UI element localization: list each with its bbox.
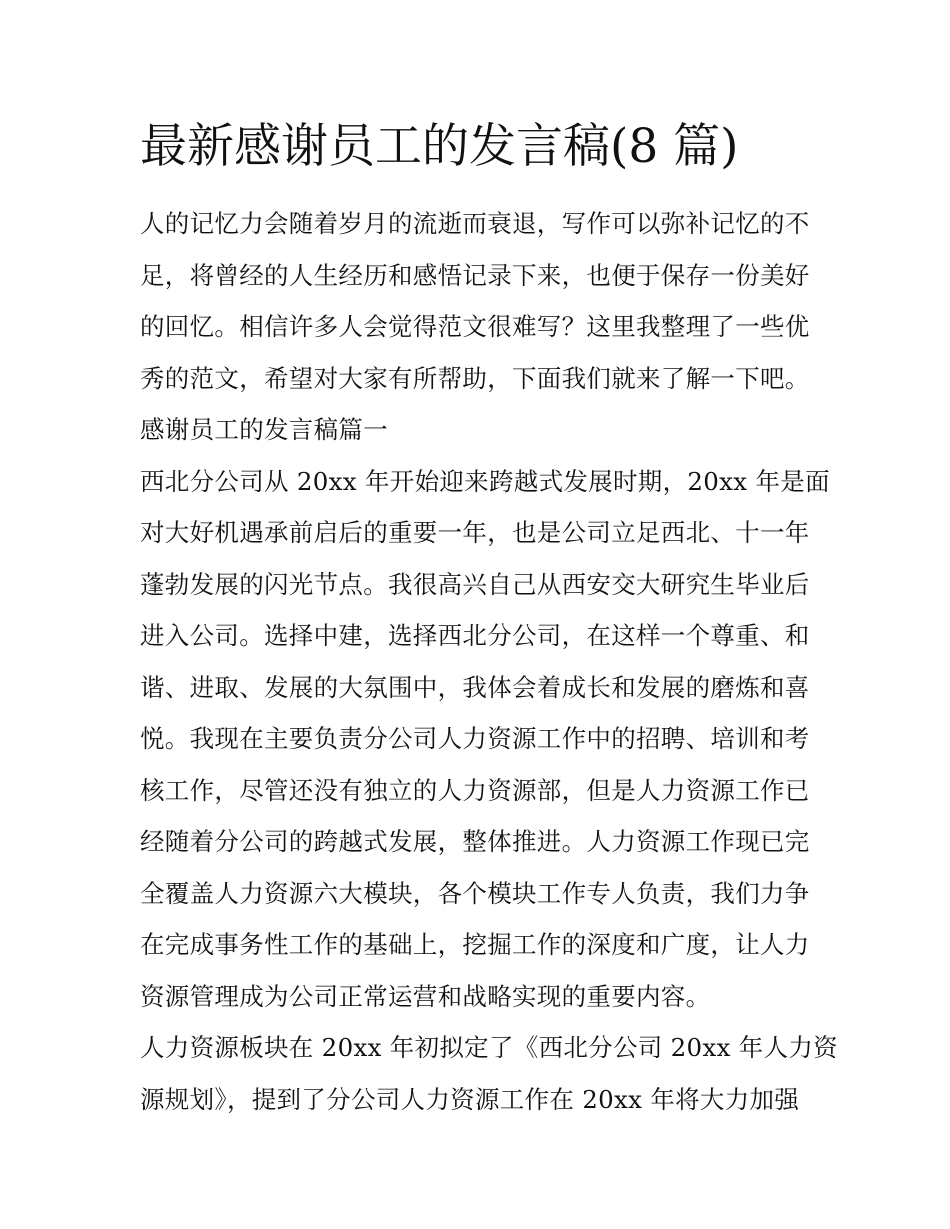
paragraph-1-line-7: 核工作，尽管还没有独立的人力资源部，但是人力资源工作已 [140,775,810,805]
paragraph-1-line-10: 在完成事务性工作的基础上，挖掘工作的深度和广度，让人力 [140,930,810,959]
paragraph-1-line-4: 进入公司。选择中建，选择西北分公司，在这样一个尊重、和 [140,621,810,650]
intro-line-4: 秀的范文，希望对大家有所帮助，下面我们就来了解一下吧。 [140,363,810,393]
paragraph-2-line-1: 人力资源板块在 20xx 年初拟定了《西北分公司 20xx 年人力资 [140,1033,838,1062]
intro-line-2: 足，将曾经的人生经历和感悟记录下来，也便于保存一份美好 [140,260,810,290]
paragraph-1-line-1: 西北分公司从 20xx 年开始迎来跨越式发展时期，20xx 年是面 [140,466,830,496]
intro-line-3: 的回忆。相信许多人会觉得范文很难写？这里我整理了一些优 [140,312,810,341]
intro-line-1: 人的记忆力会随着岁月的流逝而衰退，写作可以弥补记忆的不 [140,209,810,238]
paragraph-1-line-9: 全覆盖人力资源六大模块，各个模块工作专人负责，我们力争 [140,878,810,908]
section-heading: 感谢员工的发言稿篇一 [140,415,388,444]
paragraph-1-line-5: 谐、进取、发展的大氛围中，我体会着成长和发展的磨炼和喜 [140,672,810,702]
paragraph-1-line-11: 资源管理成为公司正常运营和战略实现的重要内容。 [140,981,711,1011]
document-title: 最新感谢员工的发言稿(8 篇) [140,119,739,174]
paragraph-2-line-2: 源规划》，提到了分公司人力资源工作在 20xx 年将大力加强 [140,1084,800,1114]
paragraph-1-line-8: 经随着分公司的跨越式发展，整体推进。人力资源工作现已完 [140,827,810,856]
paragraph-1-line-3: 蓬勃发展的闪光节点。我很高兴自己从西安交大研究生毕业后 [140,569,810,599]
paragraph-1-line-2: 对大好机遇承前启后的重要一年，也是公司立足西北、十一年 [140,518,810,547]
paragraph-1-line-6: 悦。我现在主要负责分公司人力资源工作中的招聘、培训和考 [140,724,810,753]
document-body [140,198,838,1125]
